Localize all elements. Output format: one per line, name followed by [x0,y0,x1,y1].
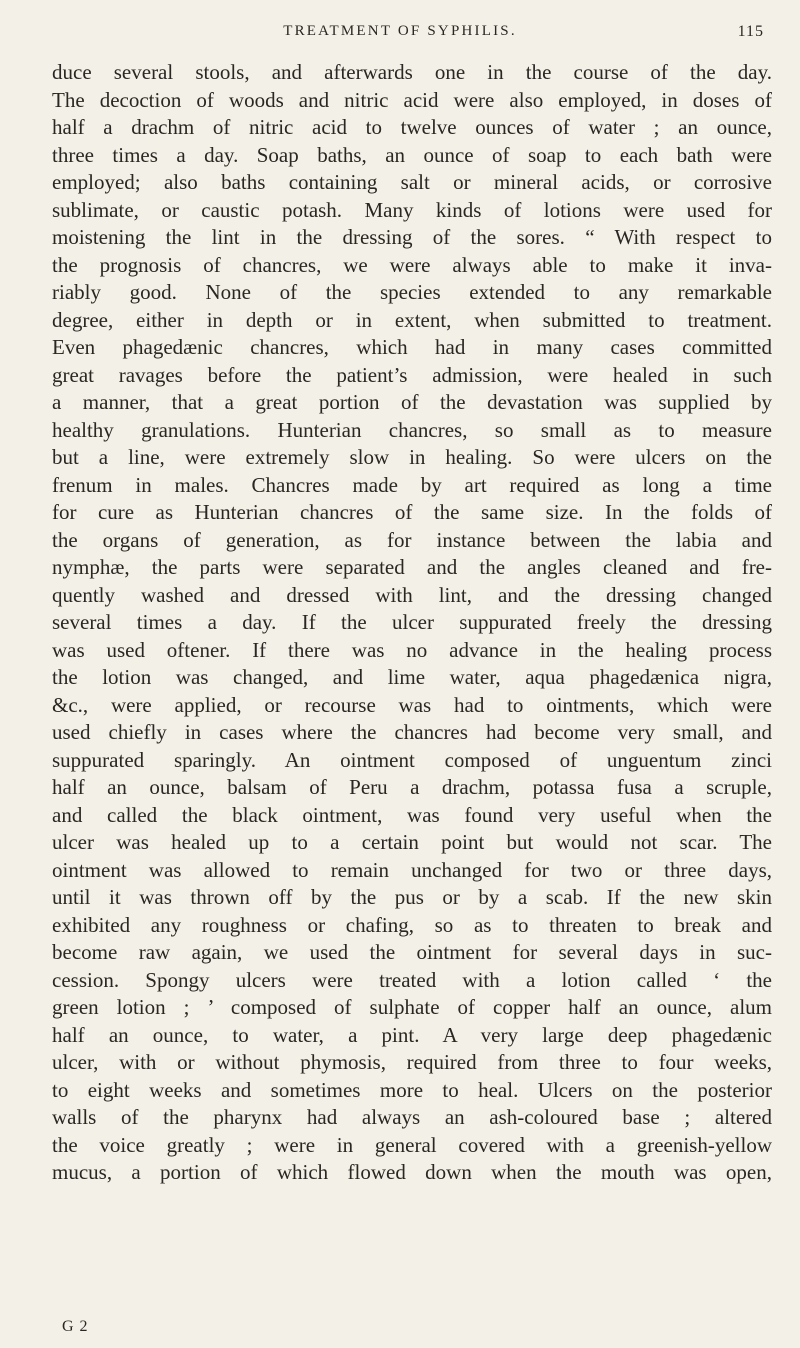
text-line: frenum in males. Chancres made by art required as long a time [52,472,772,497]
text-line: become raw again, we used the ointment for several days in suc- [52,940,772,964]
text-line: the prognosis of chancres, we were always able to make it inva- [52,252,772,277]
text-line: riably good. None of the species extended to any remarkable [52,280,772,304]
text-line: for cure as Hunterian chancres of the same size. In the folds of [52,500,772,524]
text-line: the voice greatly ; were in general covered with a greenish-yellow [52,1132,772,1157]
text-line: ulcer was healed up to a certain point but would not scar. The [52,830,772,854]
text-line: healthy granulations. Hunterian chancres, so small as to measure [52,417,772,442]
text-line: &c., were applied, or recourse was had to ointments, which were [52,692,772,717]
text-line: several times a day. If the ulcer suppurated freely the dressing [52,610,772,634]
text-line: ointment was allowed to remain unchanged for two or three days, [52,857,772,882]
text-line: cession. Spongy ulcers were treated with a lotion called ‘ the [52,967,772,992]
signature-mark: G 2 [62,1318,89,1335]
text-line: half an ounce, balsam of Peru a drachm, potassa fusa a scruple, [52,775,772,799]
text-line: half a drachm of nitric acid to twelve ounces of water ; an ounce, [52,115,772,139]
running-title: TREATMENT OF SYPHILIS. [283,23,517,39]
text-line: ulcer, with or without phymosis, required from three to four weeks, [52,1050,772,1074]
text-line: great ravages before the patient’s admission, were healed in such [52,362,772,387]
text-line: green lotion ; ’ composed of sulphate of copper half an ounce, alum [52,995,772,1019]
text-line: used chiefly in cases where the chancres had become very small, and [52,720,772,744]
text-line: suppurated sparingly. An ointment composed of unguentum zinci [52,747,772,772]
text-line: until it was thrown off by the pus or by a scab. If the new skin [52,885,772,909]
text-line: but a line, were extremely slow in healing. So were ulcers on the [52,445,772,469]
text-line: and called the black ointment, was found very useful when the [52,802,772,827]
text-line: half an ounce, to water, a pint. A very large deep phagedænic [52,1022,772,1047]
text-line: to eight weeks and sometimes more to heal. Ulcers on the posterior [52,1077,772,1102]
text-line: duce several stools, and afterwards one in the course of the day. [52,60,772,84]
text-line: the organs of generation, as for instance between the labia and [52,527,772,552]
text-line: The decoction of woods and nitric acid were also employed, in doses of [52,87,772,112]
text-line: moistening the lint in the dressing of the sores. “ With respect to [52,225,772,249]
body-text [52,59,772,1187]
page-number: 115 [737,23,764,40]
text-line: sublimate, or caustic potash. Many kinds of lotions were used for [52,197,772,222]
text-line: was used oftener. If there was no advance in the healing process [52,637,772,662]
text-line: mucus, a portion of which flowed down when the mouth was open, [52,1160,772,1184]
text-line: employed; also baths containing salt or mineral acids, or corrosive [52,170,772,194]
text-line: degree, either in depth or in extent, when submitted to treatment. [52,307,772,332]
text-line: exhibited any roughness or chafing, so as to threaten to break and [52,912,772,937]
text-line: walls of the pharynx had always an ash-coloured base ; altered [52,1105,772,1129]
text-line: nymphæ, the parts were separated and the angles cleaned and fre- [52,555,772,579]
text-line: a manner, that a great portion of the devastation was supplied by [52,390,772,414]
text-line: the lotion was changed, and lime water, aqua phagedænica nigra, [52,665,772,689]
text-line: quently washed and dressed with lint, and the dressing changed [52,582,772,607]
text-line: Even phagedænic chancres, which had in many cases committed [52,335,772,359]
text-line: three times a day. Soap baths, an ounce of soap to each bath were [52,142,772,167]
running-head [0,20,800,50]
